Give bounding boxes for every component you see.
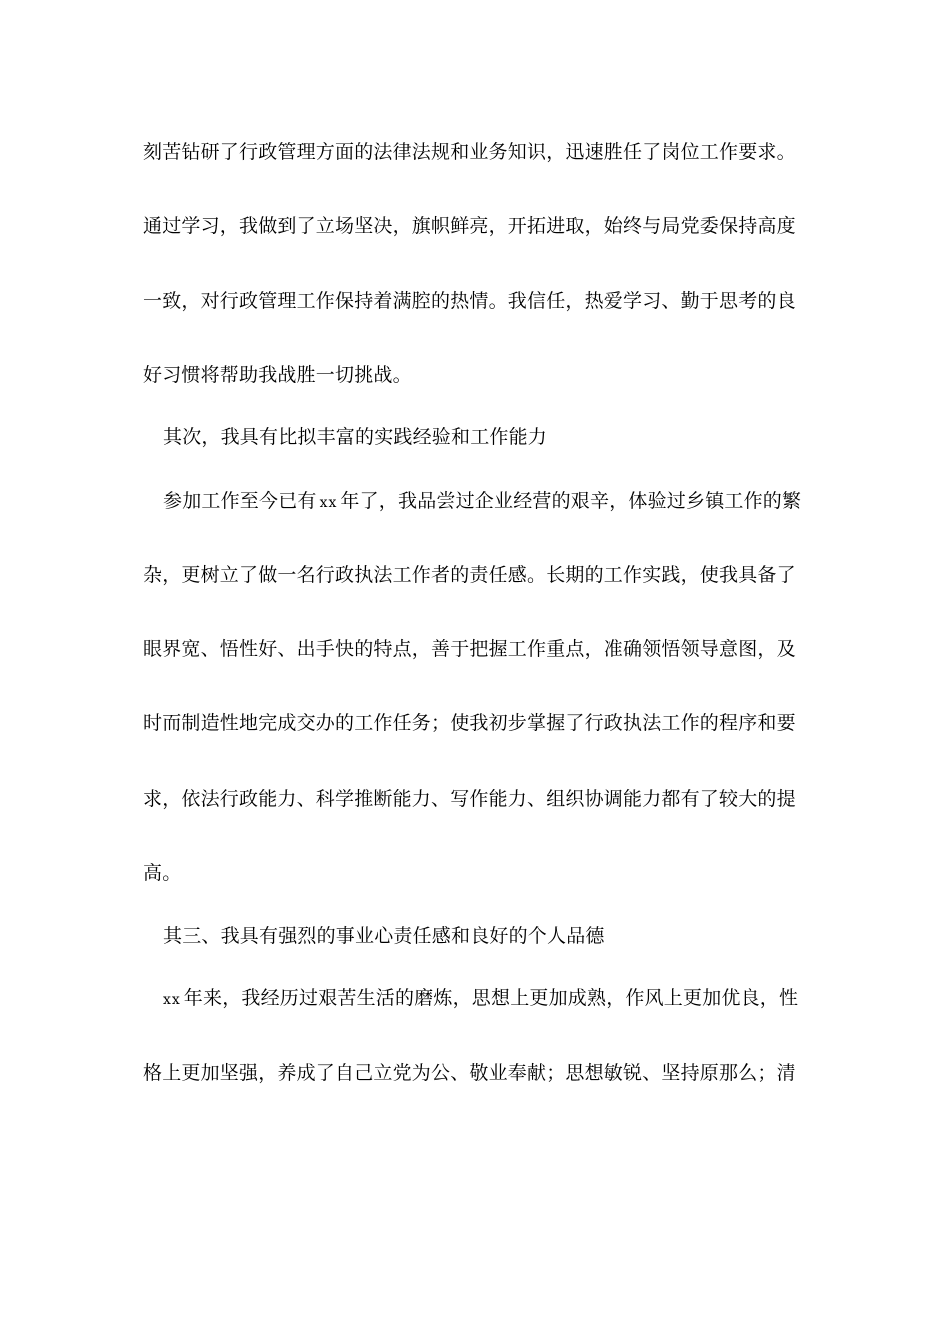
section-heading-3: 其三、我具有强烈的事业心责任感和良好的个人品德 bbox=[163, 925, 605, 947]
years-placeholder: xx bbox=[319, 495, 338, 511]
body-line-4: 好习惯将帮助我战胜一切挑战。 bbox=[143, 364, 412, 386]
body-line-1: 刻苦钻研了行政管理方面的法律法规和业务知识，迅速胜任了岗位工作要求。 bbox=[143, 141, 796, 163]
paragraph-3-line-1 bbox=[163, 986, 828, 1012]
paragraph-2-rest-text: 年了，我品尝过企业经营的艰辛，体验过乡镇工作的繁 bbox=[340, 490, 802, 512]
paragraph-3-rest-text: 年来，我经历过艰苦生活的磨炼，思想上更加成熟，作风上更加优良，性 bbox=[183, 987, 799, 1009]
paragraph-2-line-4: 时而制造性地完成交办的工作任务；使我初步掌握了行政执法工作的程序和要 bbox=[143, 712, 796, 734]
paragraph-2-line-5: 求，依法行政能力、科学推断能力、写作能力、组织协调能力都有了较大的提 bbox=[143, 788, 796, 810]
body-line-2: 通过学习，我做到了立场坚决，旗帜鲜亮，开拓进取，始终与局党委保持高度 bbox=[143, 215, 796, 237]
years-placeholder-2: xx bbox=[163, 992, 181, 1008]
paragraph-2-line-3: 眼界宽、悟性好、出手快的特点，善于把握工作重点，准确领悟领导意图，及 bbox=[143, 638, 796, 660]
paragraph-2-line-1 bbox=[163, 489, 828, 515]
paragraph-2-start-text: 参加工作至今已有 bbox=[163, 490, 317, 512]
body-line-3: 一致，对行政管理工作保持着满腔的热情。我信任，热爱学习、勤于思考的良 bbox=[143, 290, 796, 312]
section-heading-2: 其次，我具有比拟丰富的实践经验和工作能力 bbox=[163, 426, 548, 448]
paragraph-3-line-2: 格上更加坚强，养成了自己立党为公、敬业奉献；思想敏锐、坚持原那么；清 bbox=[143, 1062, 796, 1084]
paragraph-2-line-6: 高。 bbox=[143, 862, 182, 884]
paragraph-2-line-2: 杂，更树立了做一名行政执法工作者的责任感。长期的工作实践，使我具备了 bbox=[143, 564, 796, 586]
